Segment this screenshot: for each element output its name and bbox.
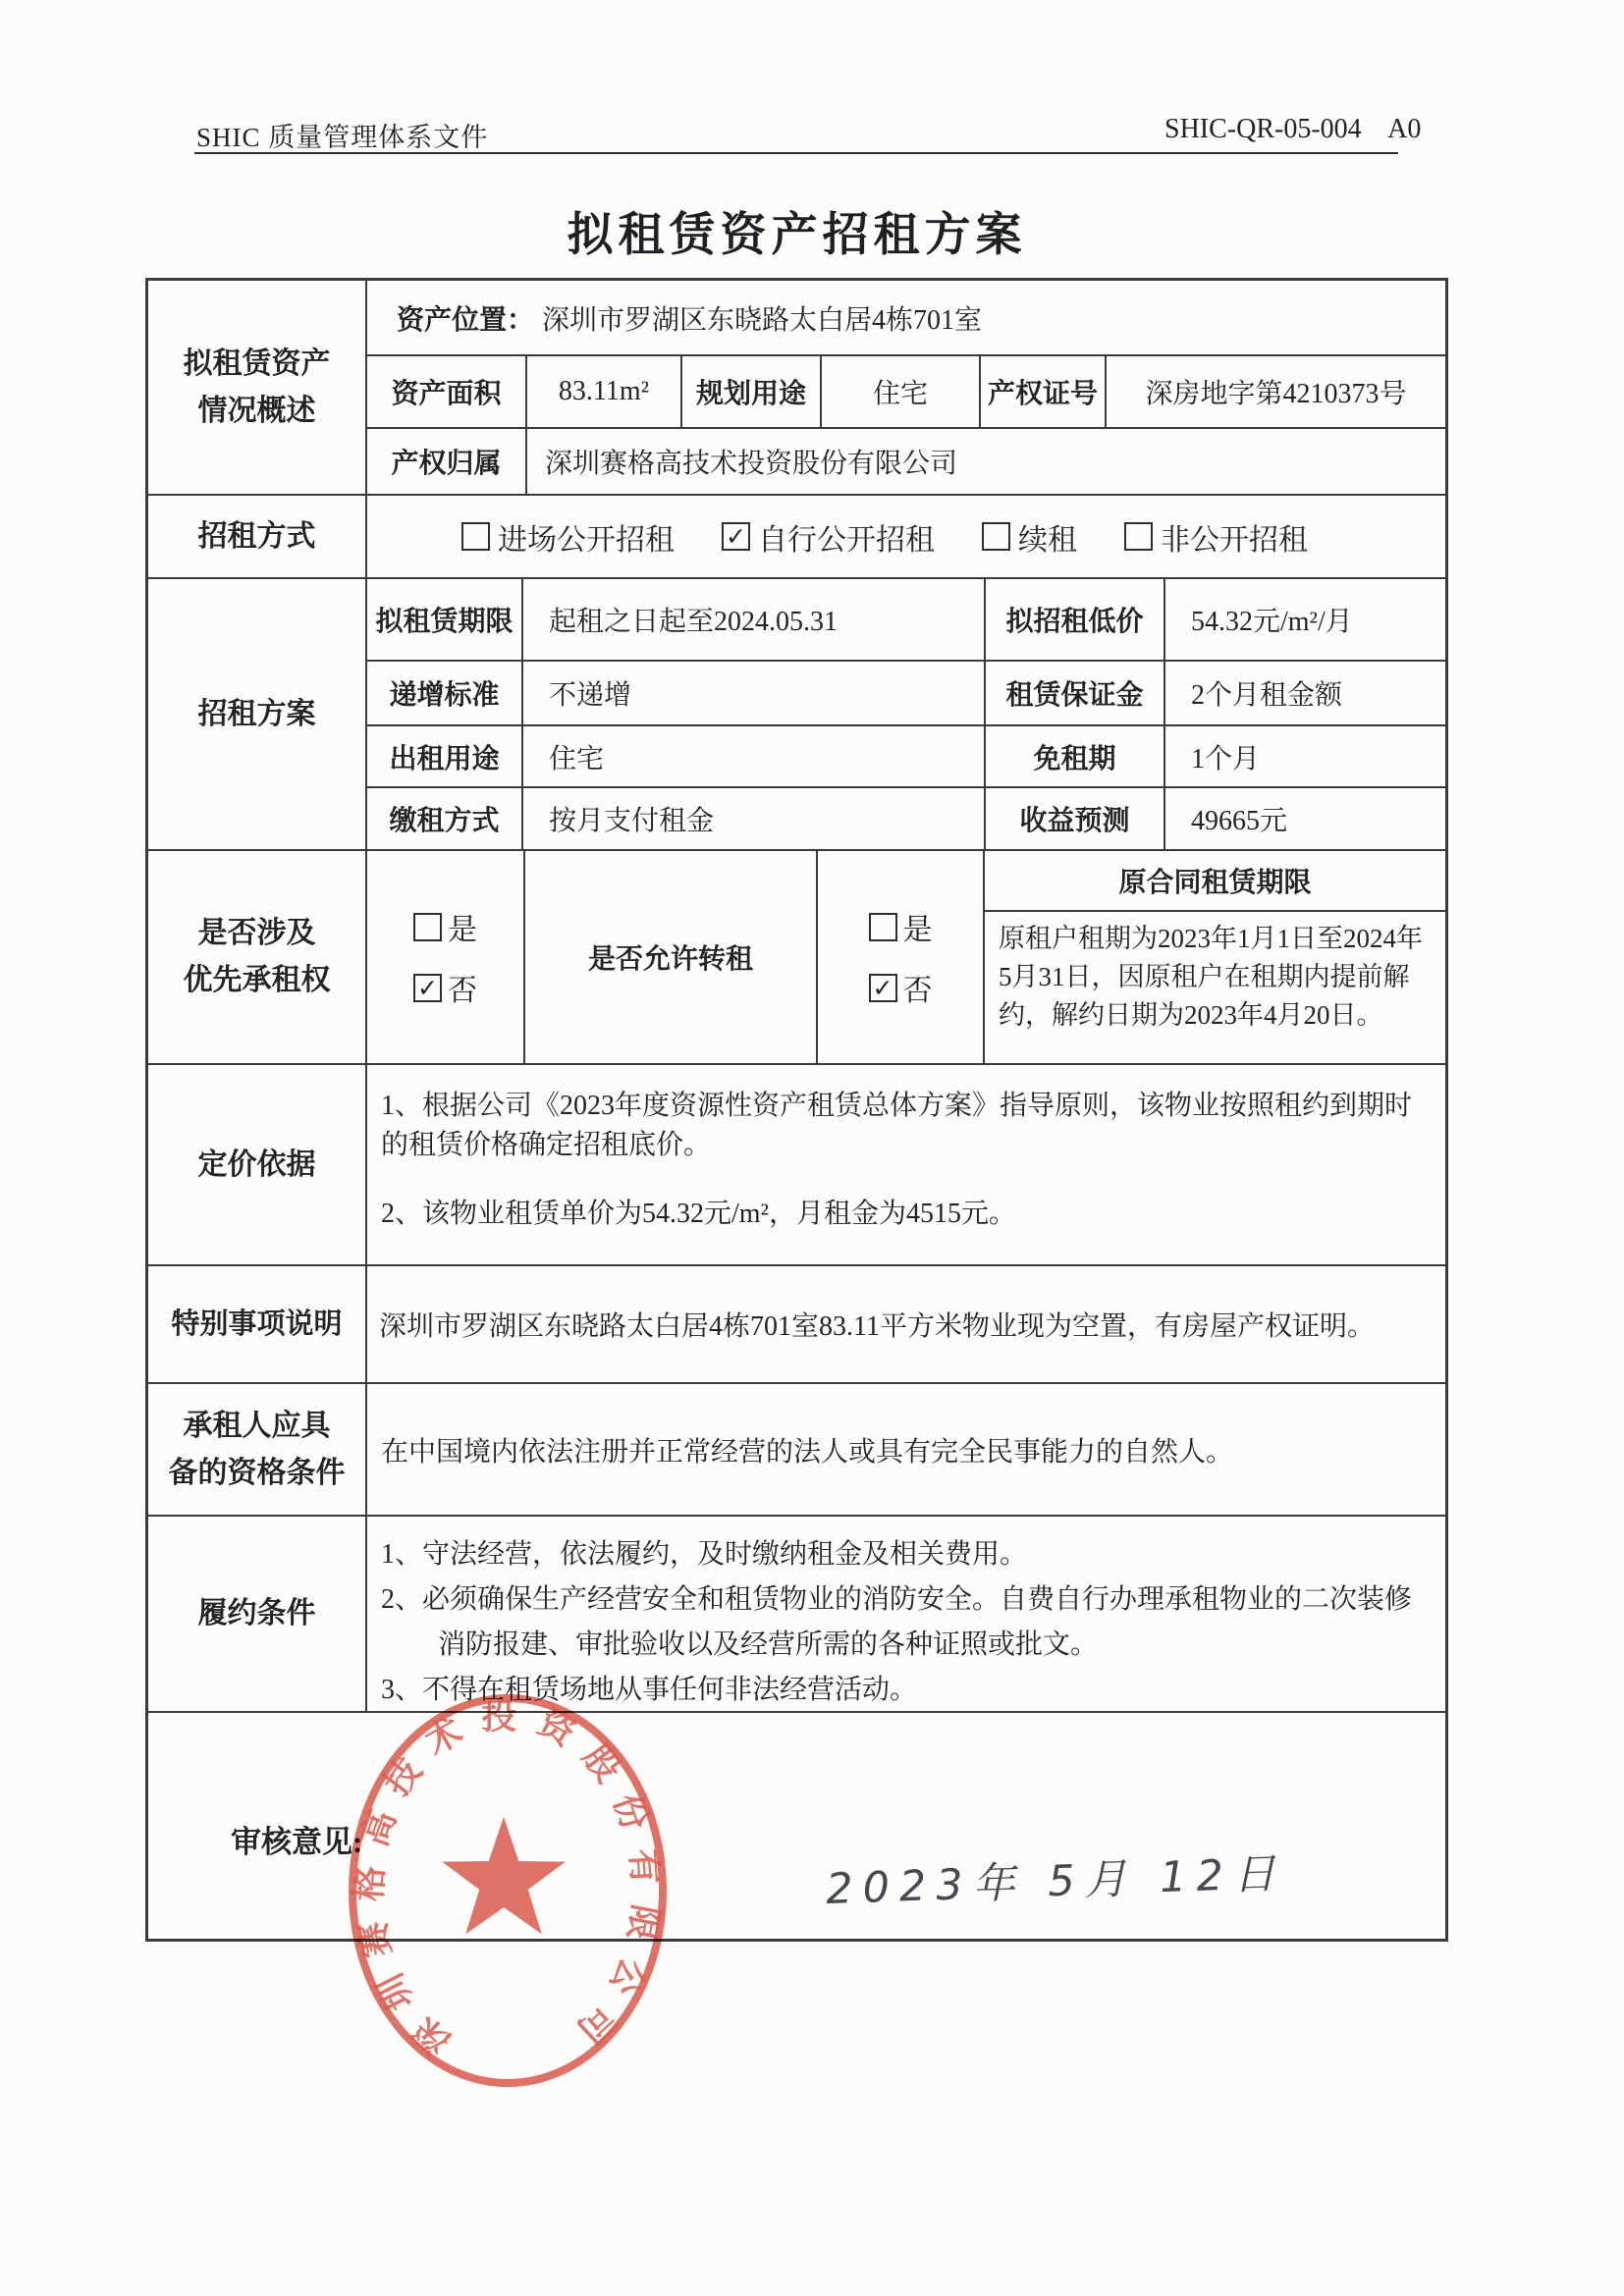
overview-section [148,281,1445,494]
option-renew: 续租 [982,515,1077,559]
asset-location-label: 资产位置： [397,304,535,336]
checkbox-checked-icon [722,522,750,551]
sublet-yes-option: 是 [869,905,933,948]
header-underline [194,152,1398,154]
ownership-row [367,427,1445,494]
option-self-public: ✓ 自行公开招租 [722,515,935,559]
priority-yes-no [365,851,523,1063]
review-section [148,1711,1445,1939]
qualification-section [148,1382,1445,1515]
priority-yes-option: 是 [413,905,477,948]
priority-right-section [148,849,1445,1063]
special-notes-text: 深圳市罗湖区东晓路太白居4栋701室83.11平方米物业现为空置，有房屋产权证明。 [365,1266,1445,1382]
leasing-plan-section [148,577,1445,849]
original-term-text: 原租户租期为2023年1月1日至2024年5月31日，因原租户在租期内提前解约，解约日期为2023年4月20日。 [999,924,1423,1030]
asset-location-value: 深圳市罗湖区东晓路太白居4栋701室 [542,304,983,336]
checkbox-icon [982,522,1010,551]
overview-section-label: 拟租赁资产 情况概述 [183,347,331,427]
review-label: 审核意见: [231,1825,363,1859]
qualification-label: 承租人应具 备的资格条件 [168,1409,346,1489]
checkbox-checked-icon [869,974,897,1002]
planned-use-value: 住宅 [820,356,979,427]
asset-area-value: 83.11m² [525,356,680,427]
seal-company-name: 深圳赛格高技术投资股份有限公司 [349,1696,667,2063]
asset-area-row [367,354,1445,427]
ownership-value: 深圳赛格高技术投资股份有限公司 [525,429,1445,494]
special-notes-label: 特别事项说明 [171,1308,343,1340]
planned-use-label: 规划用途 [680,356,820,427]
asset-area-label: 资产面积 [391,379,502,409]
handwritten-date: 2023年 5月 12日 [825,1848,1286,1915]
performance-label: 履约条件 [197,1597,316,1629]
checkbox-icon [869,913,897,941]
option-onsite-public: 进场公开招租 [461,515,675,559]
leasing-method-label: 招租方式 [197,519,316,553]
sublet-yes-no [816,851,983,1063]
leasing-plan-label: 招租方案 [197,697,316,730]
property-cert-value: 深房地字第4210373号 [1105,356,1445,427]
plan-row-term: 拟租赁期限 起租之日起至2024.05.31 拟招租低价 54.32元/m²/月 [367,579,1445,660]
original-term-cell [983,851,1445,1063]
asset-location-row [367,281,1445,354]
header-left-text: SHIC 质量管理体系文件 [196,123,489,152]
performance-item-1: 1、守法经营，依法履约，及时缴纳租金及相关费用。 [381,1539,1028,1570]
leasing-method-row [148,494,1445,577]
option-non-public: 非公开招租 [1124,515,1308,559]
pricing-item-1: 1、根据公司《2023年度资源性资产租赁总体方案》指导原则，该物业按照租约到期时的租赁价格确定招租底价。 [381,1091,1413,1160]
property-cert-label: 产权证号 [979,356,1105,427]
ownership-label: 产权归属 [391,449,502,479]
checkbox-checked-icon [413,974,442,1002]
special-notes-section [148,1264,1445,1382]
pricing-label: 定价依据 [197,1148,316,1181]
plan-row-increase: 递增标准 不递增 租赁保证金 2个月租金额 [367,660,1445,724]
priority-no-option: ✓ 否 [413,966,477,1009]
form-table [145,278,1448,1942]
page-title: 拟租赁资产招租方案 [567,210,1027,261]
pricing-section [148,1063,1445,1264]
priority-right-label: 是否涉及 优先承租权 [183,917,331,996]
performance-item-3: 3、不得在租赁场地从事任何非法经营活动。 [381,1675,918,1705]
sublet-no-option: ✓ 否 [869,966,933,1009]
qualification-text: 在中国境内依法注册并正常经营的法人或具有完全民事能力的自然人。 [365,1384,1445,1515]
plan-row-payment: 缴租方式 按月支付租金 收益预测 49665元 [367,786,1445,849]
performance-section [148,1515,1445,1711]
checkbox-icon [461,522,490,551]
checkbox-icon [1124,522,1153,551]
plan-row-use: 出租用途 住宅 免租期 1个月 [367,724,1445,787]
original-term-title: 原合同租赁期限 [985,851,1445,912]
performance-item-2: 2、必须确保生产经营安全和租赁物业的消防安全。自费自行办理承租物业的二次装修消防报建、审批验收以及经营所需的各种证照或批文。 [381,1584,1413,1660]
pricing-item-2: 2、该物业租赁单价为54.32元/m²，月租金为4515元。 [381,1199,1016,1229]
header-right-doc-number: SHIC-QR-05-004 A0 [1164,114,1422,144]
checkbox-icon [413,913,442,941]
sublet-question-label: 是否允许转租 [523,851,816,1063]
